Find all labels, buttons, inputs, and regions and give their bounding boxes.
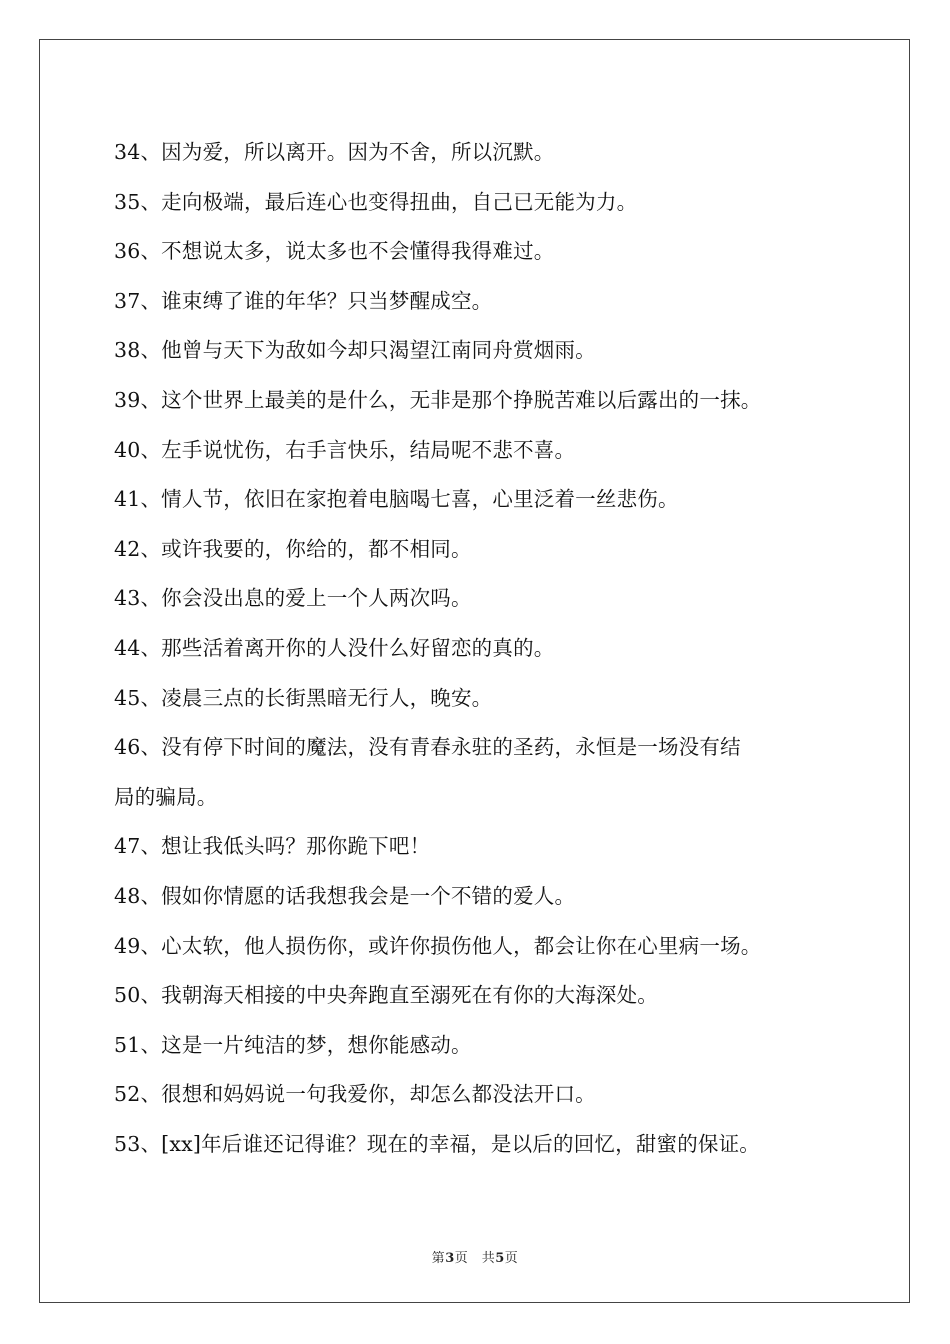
total-page-number: 5 bbox=[495, 1251, 505, 1266]
text-line: 34、因为爱，所以离开。因为不舍，所以沉默。 bbox=[114, 140, 555, 164]
footer-suffix: 页 bbox=[504, 1251, 519, 1266]
text-line: 局的骗局。 bbox=[114, 784, 218, 809]
text-line: 39、这个世界上最美的是什么，无非是那个挣脱苦难以后露出的一抹。 bbox=[114, 387, 762, 412]
text-line: 46、没有停下时间的魔法，没有青春永驻的圣药，永恒是一场没有结 bbox=[114, 735, 741, 760]
text-line: 47、想让我低头吗？那你跪下吧！ bbox=[114, 834, 431, 859]
text-line: 41、情人节，依旧在家抱着电脑喝七喜，心里泛着一丝悲伤。 bbox=[114, 487, 679, 512]
text-line: 42、或许我要的，你给的，都不相同。 bbox=[114, 536, 472, 561]
text-line: 40、左手说忧伤，右手言快乐，结局呢不悲不喜。 bbox=[114, 437, 576, 462]
text-line: 36、不想说太多，说太多也不会懂得我得难过。 bbox=[114, 239, 555, 264]
page-footer bbox=[0, 1247, 950, 1266]
text-line: 49、心太软，他人损伤你，或许你损伤他人，都会让你在心里病一场。 bbox=[114, 933, 762, 958]
footer-prefix: 第 bbox=[431, 1251, 446, 1266]
text-line: 35、走向极端，最后连心也变得扭曲，自己已无能为力。 bbox=[114, 189, 638, 214]
text-line: 53、[xx]年后谁还记得谁？现在的幸福，是以后的回忆，甜蜜的保证。 bbox=[114, 1131, 761, 1156]
text-line: 43、你会没出息的爱上一个人两次吗。 bbox=[114, 586, 472, 611]
current-page-number: 3 bbox=[445, 1251, 455, 1266]
text-line: 50、我朝海天相接的中央奔跑直至溺死在有你的大海深处。 bbox=[114, 983, 658, 1008]
text-line: 45、凌晨三点的长街黑暗无行人，晚安。 bbox=[114, 685, 493, 710]
text-lines bbox=[114, 134, 854, 1163]
footer-mid: 页 共 bbox=[454, 1251, 496, 1266]
text-line: 48、假如你情愿的话我想我会是一个不错的爱人。 bbox=[114, 883, 576, 908]
text-line: 52、很想和妈妈说一句我爱你，却怎么都没法开口。 bbox=[114, 1082, 596, 1107]
text-line: 38、他曾与天下为敌如今却只渴望江南同舟赏烟雨。 bbox=[114, 338, 596, 363]
text-line: 37、谁束缚了谁的年华？只当梦醒成空。 bbox=[114, 288, 493, 313]
text-line: 44、那些活着离开你的人没什么好留恋的真的。 bbox=[114, 635, 555, 660]
text-line: 51、这是一片纯洁的梦，想你能感动。 bbox=[114, 1032, 472, 1057]
